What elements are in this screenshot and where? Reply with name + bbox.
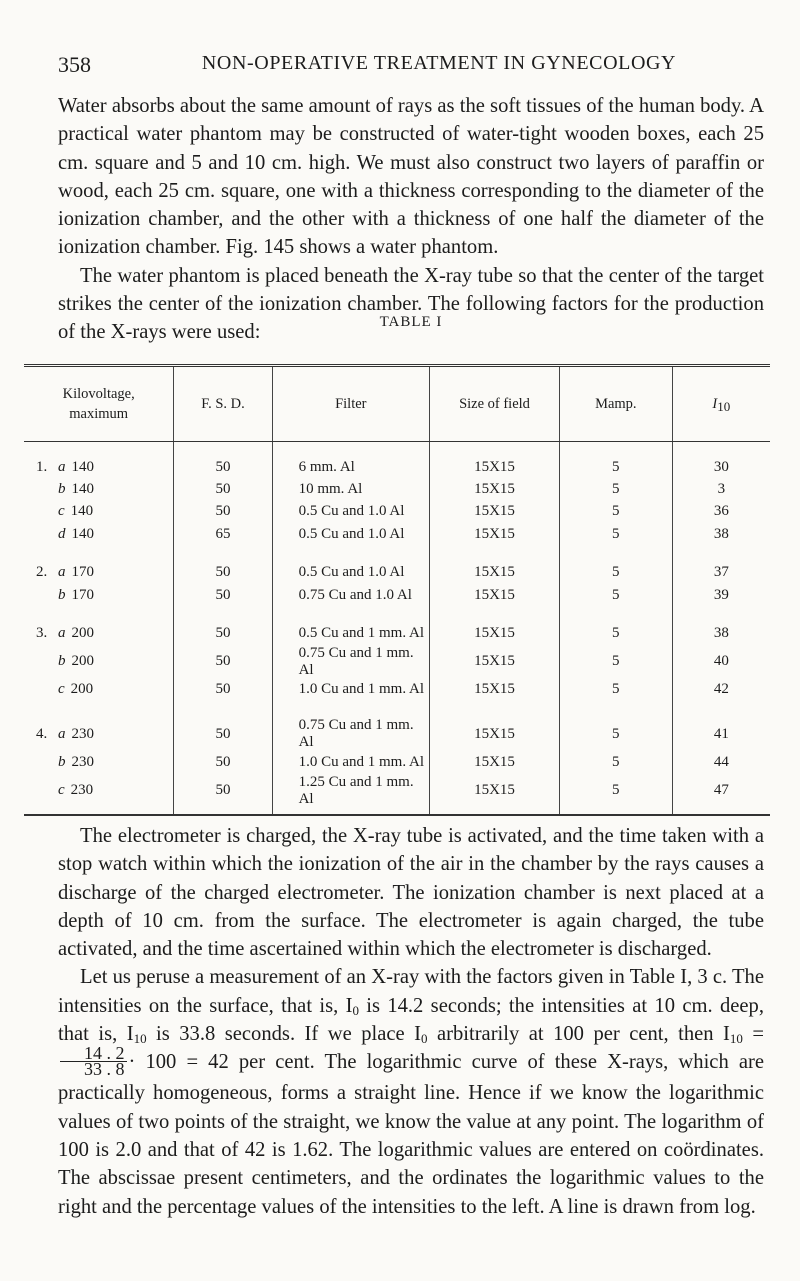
- header-field-size: Size of field: [430, 366, 560, 442]
- cell-filter: 1.0 Cu and 1 mm. Al: [272, 679, 429, 701]
- cell-field-size: 15X15: [430, 442, 560, 479]
- cell-filter: 0.75 Cu and 1 mm. Al: [272, 645, 429, 679]
- cell-i10: 37: [672, 546, 770, 584]
- cell-kilovoltage: c 230: [24, 774, 174, 815]
- cell-kilovoltage: b 230: [58, 753, 94, 770]
- cell-filter: 0.5 Cu and 1.0 Al: [272, 546, 429, 584]
- table-row: [24, 584, 770, 606]
- cell-mamp: 5: [559, 478, 672, 500]
- paragraph: Water absorbs about the same amount of rays as the soft tissues of the human body. A practical water phantom may be constructed of water-tight wooden boxes, each 25 cm. square and 5 and 10 cm. high. We must also construct two layers of paraffin or wood, each 25 cm. square, one with a thickness corresponding to the diameter of the ionization chamber, and the other with a thickness of one half the diameter of the ionization chamber. Fig. 145 shows a water phantom.: [58, 95, 764, 259]
- cell-i10: 30: [672, 442, 770, 479]
- table-row: [24, 751, 770, 773]
- cell-field-size: 15X15: [430, 774, 560, 815]
- cell-i10: 41: [672, 701, 770, 751]
- header-kilovoltage: Kilovoltage, maximum: [24, 366, 174, 442]
- cell-filter: 0.5 Cu and 1.0 Al: [272, 501, 429, 523]
- cell-field-size: 15X15: [430, 751, 560, 773]
- cell-mamp: 5: [559, 774, 672, 815]
- table-row: [24, 442, 770, 479]
- cell-kilovoltage: c 140: [58, 503, 94, 520]
- cell-mamp: 5: [559, 584, 672, 606]
- cell-mamp: 5: [559, 523, 672, 545]
- page-header: [58, 52, 760, 76]
- table-row: [24, 478, 770, 500]
- cell-field-size: 15X15: [430, 679, 560, 701]
- fraction: [60, 1043, 127, 1080]
- cell-filter: 1.0 Cu and 1 mm. Al: [272, 751, 429, 773]
- cell-i10: 47: [672, 774, 770, 815]
- table-row: [24, 546, 770, 584]
- cell-filter: 0.5 Cu and 1 mm. Al: [272, 606, 429, 644]
- cell-kilovoltage: b 200: [58, 653, 94, 670]
- cell-fsd: 50: [174, 774, 272, 815]
- cell-fsd: 50: [174, 701, 272, 751]
- cell-fsd: 50: [174, 478, 272, 500]
- cell-kilovoltage: 3. a 200: [36, 625, 94, 642]
- cell-field-size: 15X15: [430, 523, 560, 545]
- measurement-text: [58, 822, 764, 1221]
- paragraph-formula: Let us peruse a measurement of an X-ray with the factors given in Table I, 3 c. The intensities on the surface, that is, $I_0$ is 14.2 seconds; the intensities at 10 cm. deep, that is, $I_{10}$ is 33.8 seconds. If we place $I_0$ arbitrarily at 100 per cent, then $I_{10}$ = $\frac{14 . 2}{33 . 8}$ · 100 = 42 per cent. The logarithmic curve of these X-rays, which are practically homogeneous, forms a straight line. Hence if we know the logarithmic values of two points of the straight, we know the value at any point. The logarithm of 100 is 2.0 and that of 42 is 1.62. The logarithmic values are entered on coördinates. The abscissae present centimeters, and the ordinates the logarithmic values to the right and the percentage values of the intensities to the left. A line is drawn from log.: [58, 966, 765, 1218]
- table-row: [24, 501, 770, 523]
- table-row: [24, 679, 770, 701]
- cell-field-size: 15X15: [430, 501, 560, 523]
- intro-text: [58, 92, 764, 347]
- factors-table: [24, 364, 770, 816]
- cell-fsd: 50: [174, 546, 272, 584]
- cell-i10: 38: [672, 523, 770, 545]
- cell-mamp: 5: [559, 442, 672, 479]
- cell-field-size: 15X15: [430, 584, 560, 606]
- cell-field-size: 15X15: [430, 645, 560, 679]
- table-row: [24, 606, 770, 644]
- table-row: [24, 774, 770, 815]
- cell-kilovoltage: b 170: [58, 586, 94, 603]
- cell-fsd: 50: [174, 584, 272, 606]
- cell-i10: 40: [672, 645, 770, 679]
- paragraph: The water phantom is placed beneath the X-ray tube so that the center of the target strikes the center of the ionization chamber. The following factors for the production of the X-rays were used:: [58, 264, 764, 344]
- cell-kilovoltage: d 140: [58, 525, 94, 542]
- cell-filter: 0.75 Cu and 1.0 Al: [272, 584, 429, 606]
- cell-fsd: 50: [174, 442, 272, 479]
- cell-i10: 44: [672, 751, 770, 773]
- cell-i10: 36: [672, 501, 770, 523]
- cell-kilovoltage: 2. a 170: [36, 564, 94, 581]
- paragraph: The electrometer is charged, the X-ray tube is activated, and the time taken with a stop watch within which the ionization of the air in the chamber by the rays causes a discharge of the charged electrometer. The ionization chamber is next placed at a depth of 10 cm. from the surface. The electrometer is again charged, the tube activated, and the time ascertained within which the electrometer is discharged.: [58, 825, 764, 961]
- running-head: NON-OPERATIVE TREATMENT IN GYNECOLOGY: [201, 52, 677, 74]
- cell-kilovoltage: b 140: [58, 481, 94, 498]
- header-i10: $I_{10}$: [672, 366, 770, 442]
- cell-mamp: 5: [559, 701, 672, 751]
- cell-mamp: 5: [559, 679, 672, 701]
- fraction-denominator: 33 . 8: [84, 1059, 125, 1080]
- cell-mamp: 5: [559, 546, 672, 584]
- cell-field-size: 15X15: [430, 606, 560, 644]
- header-filter: Filter: [272, 366, 429, 442]
- table-caption: TABLE I: [379, 314, 443, 330]
- cell-mamp: 5: [559, 645, 672, 679]
- table-body: [24, 442, 770, 815]
- table-row: [24, 701, 770, 751]
- cell-field-size: 15X15: [430, 701, 560, 751]
- cell-mamp: 5: [559, 606, 672, 644]
- header-fsd: F. S. D.: [174, 366, 272, 442]
- cell-i10: 42: [672, 679, 770, 701]
- cell-filter: 6 mm. Al: [272, 442, 429, 479]
- fraction-numerator: 14 . 2: [60, 1046, 127, 1062]
- table-row: [24, 645, 770, 679]
- table-header-row: [24, 366, 770, 442]
- cell-fsd: 50: [174, 679, 272, 701]
- cell-kilovoltage: c 200: [58, 681, 94, 698]
- table-row: [24, 523, 770, 545]
- cell-i10: 3: [672, 478, 770, 500]
- cell-mamp: 5: [559, 501, 672, 523]
- cell-field-size: 15X15: [430, 478, 560, 500]
- cell-fsd: 65: [174, 523, 272, 545]
- cell-filter: 0.75 Cu and 1 mm. Al: [272, 701, 429, 751]
- header-mamp: Mamp.: [559, 366, 672, 442]
- cell-field-size: 15X15: [430, 546, 560, 584]
- cell-filter: 0.5 Cu and 1.0 Al: [272, 523, 429, 545]
- cell-kilovoltage: 4. a 230: [36, 725, 94, 742]
- cell-kilovoltage: 1. a 140: [36, 458, 94, 475]
- cell-fsd: 50: [174, 645, 272, 679]
- cell-fsd: 50: [174, 751, 272, 773]
- cell-mamp: 5: [559, 751, 672, 773]
- page-number: 358: [58, 52, 91, 77]
- cell-fsd: 50: [174, 606, 272, 644]
- cell-filter: 10 mm. Al: [272, 478, 429, 500]
- cell-i10: 38: [672, 606, 770, 644]
- cell-i10: 39: [672, 584, 770, 606]
- cell-fsd: 50: [174, 501, 272, 523]
- cell-filter: 1.25 Cu and 1 mm. Al: [272, 774, 429, 815]
